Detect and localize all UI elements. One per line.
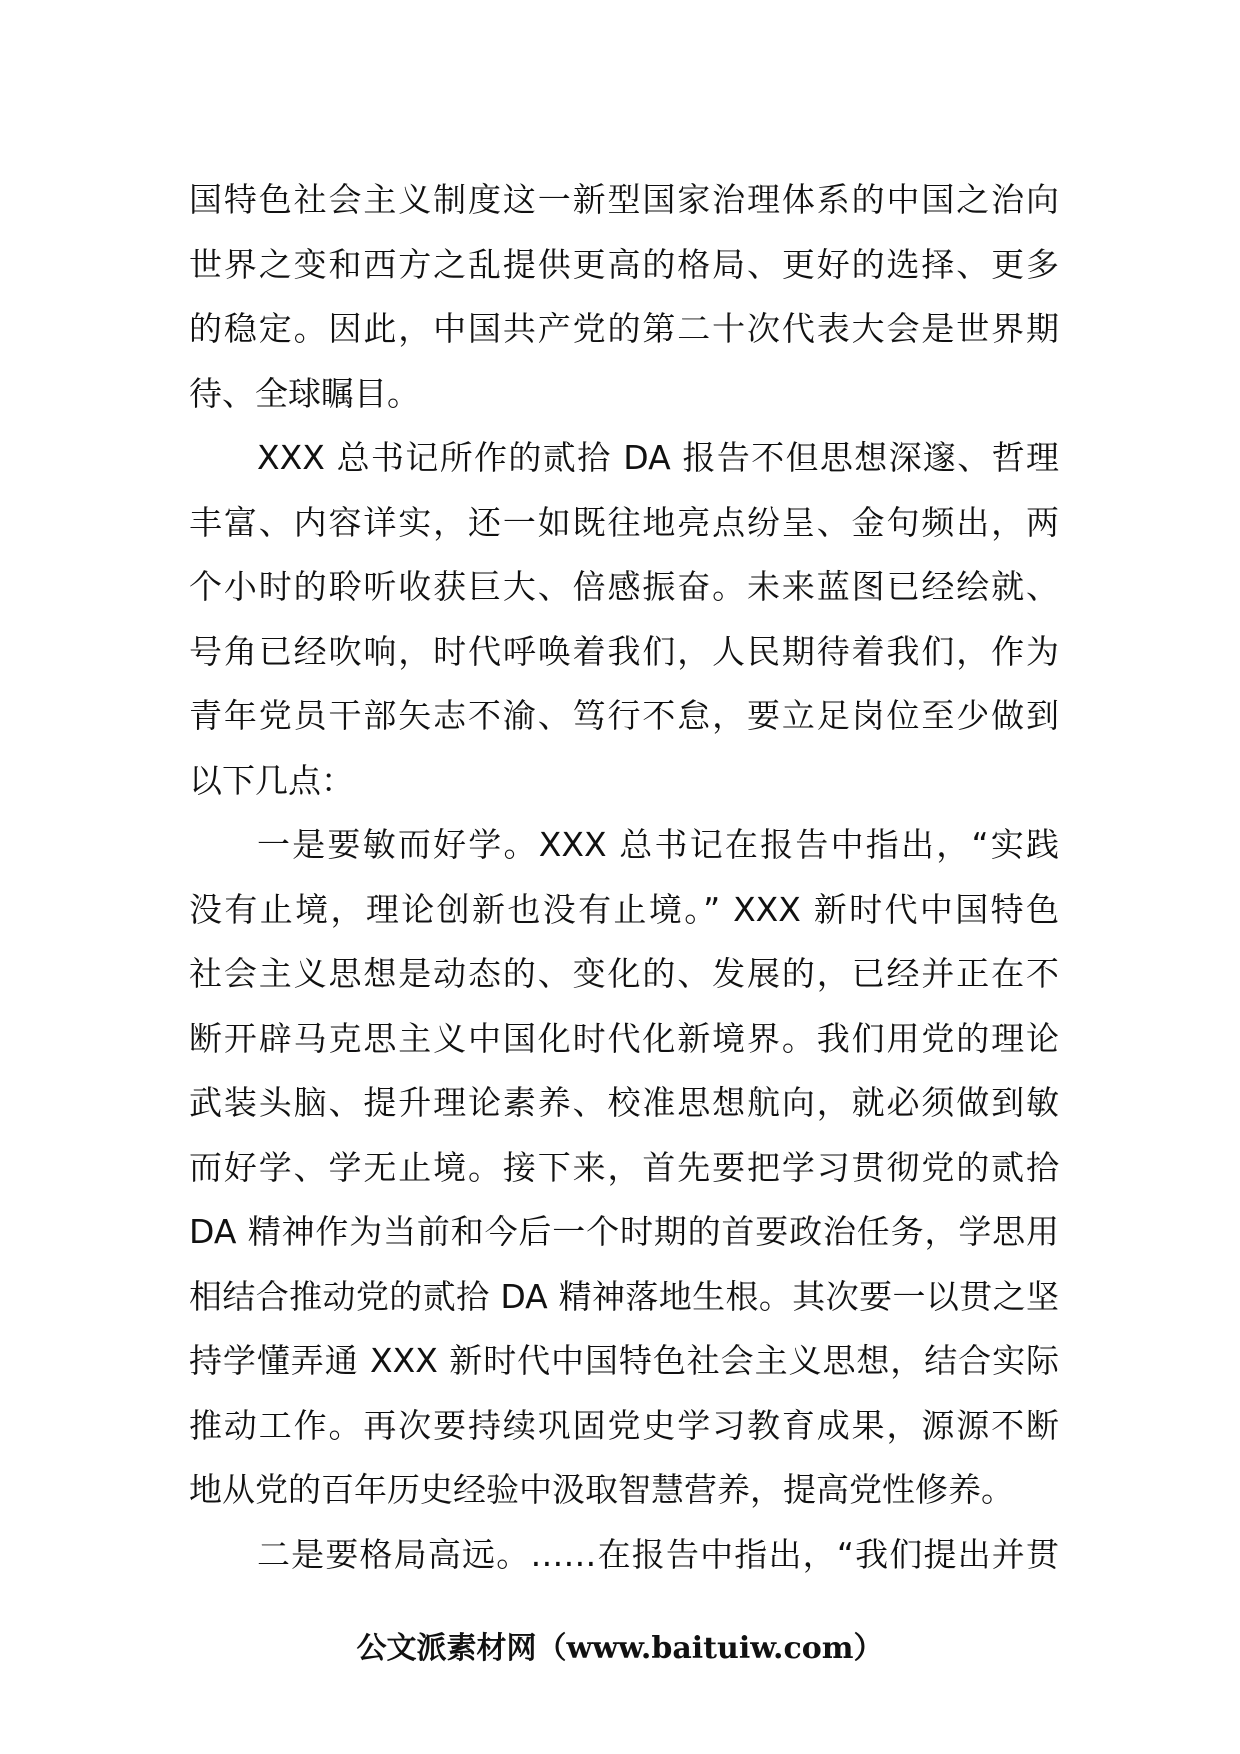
text-line: 武装头脑、提升理论素养、校准思想航向，就必须做到敏 xyxy=(189,1083,1059,1122)
text-line: 地从党的百年历史经验中汲取智慧营养，提高党性修养。 xyxy=(189,1470,1014,1509)
text-line: 而好学、学无止境。接下来，首先要把学习贯彻党的贰拾 xyxy=(189,1147,1059,1187)
text-line: 国特色社会主义制度这一新型国家治理体系的中国之治向 xyxy=(189,180,1059,219)
paragraph-first-line: 二是要格局高远。……在报告中指出，“我们提出并贯 xyxy=(257,1534,1059,1574)
text-line: 持学懂弄通 XXX 新时代中国特色社会主义思想，结合实际 xyxy=(189,1341,1059,1380)
footer-watermark: 公文派素材网（www.baituiw.com） xyxy=(356,1631,884,1666)
text-line: 丰富、内容详实，还一如既往地亮点纷呈、金句频出，两 xyxy=(189,502,1059,542)
text-line: 号角已经吹响，时代呼唤着我们，人民期待着我们，作为 xyxy=(189,631,1059,671)
text-line: 推动工作。再次要持续巩固党史学习教育成果，源源不断 xyxy=(189,1405,1059,1445)
paragraph-first-line: XXX 总书记所作的贰拾 DA 报告不但思想深邃、哲理 xyxy=(257,438,1059,477)
text-line: 的稳定。因此，中国共产党的第二十次代表大会是世界期 xyxy=(189,309,1059,348)
text-line: 世界之变和西方之乱提供更高的格局、更好的选择、更多 xyxy=(189,244,1059,284)
text-line: 没有止境，理论创新也没有止境。” XXX 新时代中国特色 xyxy=(189,889,1059,929)
document-body xyxy=(189,168,1059,1587)
text-line: 断开辟马克思主义中国化时代化新境界。我们用党的理论 xyxy=(189,1018,1059,1058)
text-line: 个小时的聆听收获巨大、倍感振奋。未来蓝图已经绘就、 xyxy=(189,567,1059,606)
text-line: 青年党员干部矢志不渝、笃行不怠，要立足岗位至少做到 xyxy=(189,696,1059,735)
paragraph-first-line: 一是要敏而好学。XXX 总书记在报告中指出，“实践 xyxy=(257,825,1059,864)
text-line: DA 精神作为当前和今后一个时期的首要政治任务，学思用 xyxy=(189,1212,1059,1251)
text-line: 社会主义思想是动态的、变化的、发展的，已经并正在不 xyxy=(189,954,1059,993)
text-line: 相结合推动党的贰拾 DA 精神落地生根。其次要一以贯之坚 xyxy=(189,1276,1059,1316)
text-line: 待、全球瞩目。 xyxy=(189,373,420,413)
text-line: 以下几点： xyxy=(189,760,354,800)
